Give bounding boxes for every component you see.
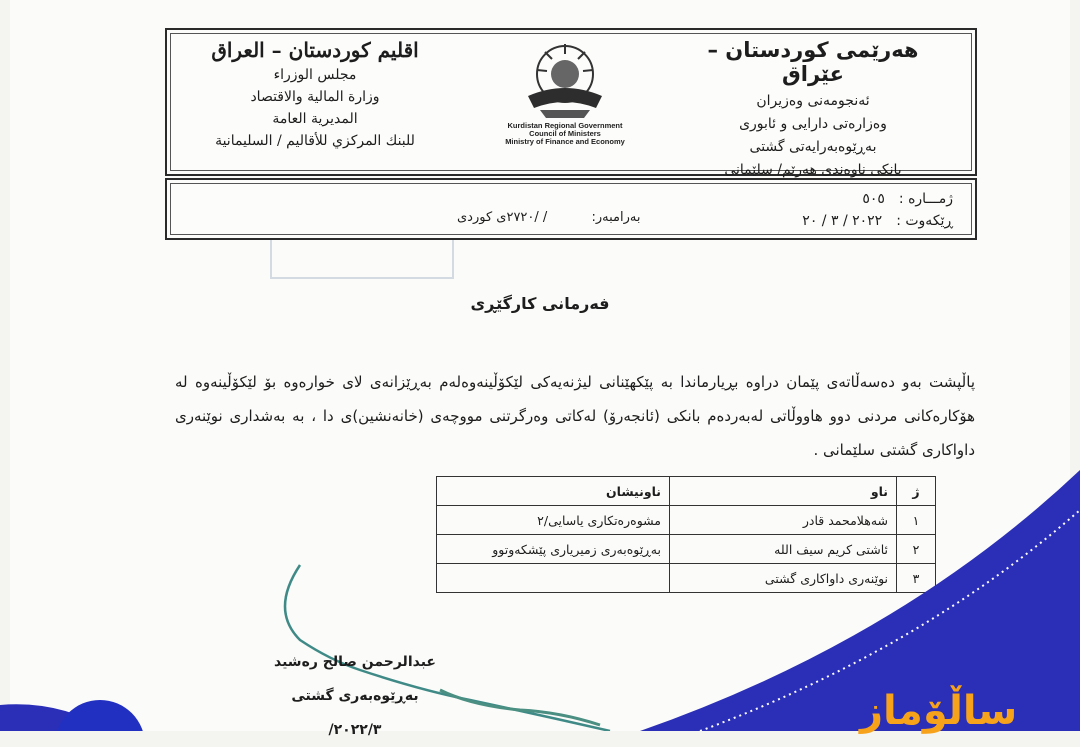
blue-circle	[55, 700, 145, 731]
logo-text-council: Council of Ministers	[529, 129, 601, 138]
document-title: فەرمانی کارگێڕی	[470, 294, 610, 313]
council-arabic: مجلس الوزراء	[273, 67, 357, 83]
brand-watermark: ساڵۆماز	[860, 688, 1018, 734]
bank-arabic: للبنك المركزي للأقاليم / السليمانية	[215, 133, 415, 149]
logo-text-ministry: Ministry of Finance and Economy	[505, 137, 625, 146]
directorate-arabic: المديرية العامة	[272, 111, 358, 127]
region-title-arabic: اقليم كوردستان – العراق	[211, 38, 419, 62]
row-number: ١	[897, 506, 936, 535]
header-number: ژ	[897, 477, 936, 506]
signature-date: ٢٠٢٢/٣/	[328, 722, 382, 738]
header-name: ناو	[670, 477, 897, 506]
date-label: ڕێکەوت :	[896, 213, 953, 229]
number-label: ژمـــاره :	[898, 191, 953, 207]
region-title-kurdish: هەرێمی کوردستان – عێراق	[707, 38, 919, 86]
ministry-council-kurdish: ئەنجومەنی وەزیران	[756, 93, 870, 109]
logo-text-krg: Kurdistan Regional Government	[507, 121, 623, 130]
ministry-finance-kurdish: وەزارەتی دارایی و ئابوری	[739, 116, 887, 132]
signature-block	[240, 645, 470, 747]
bank-kurdish: بانکی ناوەندی هەرێم/ سلێمانی	[724, 162, 902, 178]
row-name: نوێنەری داواکاری گشتی	[670, 564, 897, 593]
row-name: شەهلامحمد قادر	[670, 506, 897, 535]
signatory-position: بەڕێوەبەری گشتی	[291, 688, 419, 704]
row-number: ٢	[897, 535, 936, 564]
equivalent-value: / /٢٧٢٠ی کوردی	[457, 210, 548, 225]
signatory-name: عبدالرحمن صالح رەشید	[274, 654, 436, 670]
row-number: ٣	[897, 564, 936, 593]
row-name: ئاشتی کریم سیف الله	[670, 535, 897, 564]
number-value: ٥٠٥	[862, 191, 885, 207]
ministry-arabic: وزارة المالية والاقتصاد	[250, 89, 380, 105]
row-title: مشوەرەتکاری یاسایی/٢	[437, 506, 670, 535]
row-title: بەڕێوەبەری زمیریاری پێشکەوتوو	[437, 535, 670, 564]
date-value: ٢٠٢٢ / ٣ / ٢٠	[802, 213, 883, 229]
header-title: ناونیشان	[437, 477, 670, 506]
equivalent-label: بەرامبەر:	[591, 210, 641, 225]
directorate-kurdish: بەڕێوەبەرایەتی گشتی	[749, 139, 877, 155]
body-paragraph: پاڵپشت بەو دەسەڵاتەی پێمان دراوە بڕیارماندا بە پێکهێنانی لیژنەیەکی لێکۆڵینەوەلەم بەڕێزانەی لای خوارەوە بۆ لێکۆڵینەوە لە هۆکارەکانی مردنی دوو هاووڵاتی لەبەردەم بانکی (ئانجەرۆ) لەکاتی وەرگرتنی مووچەی (خانەنشین)ی دا ، بە بەشداری نوێنەری داواکاری گشتی سلێمانی .	[175, 373, 975, 459]
